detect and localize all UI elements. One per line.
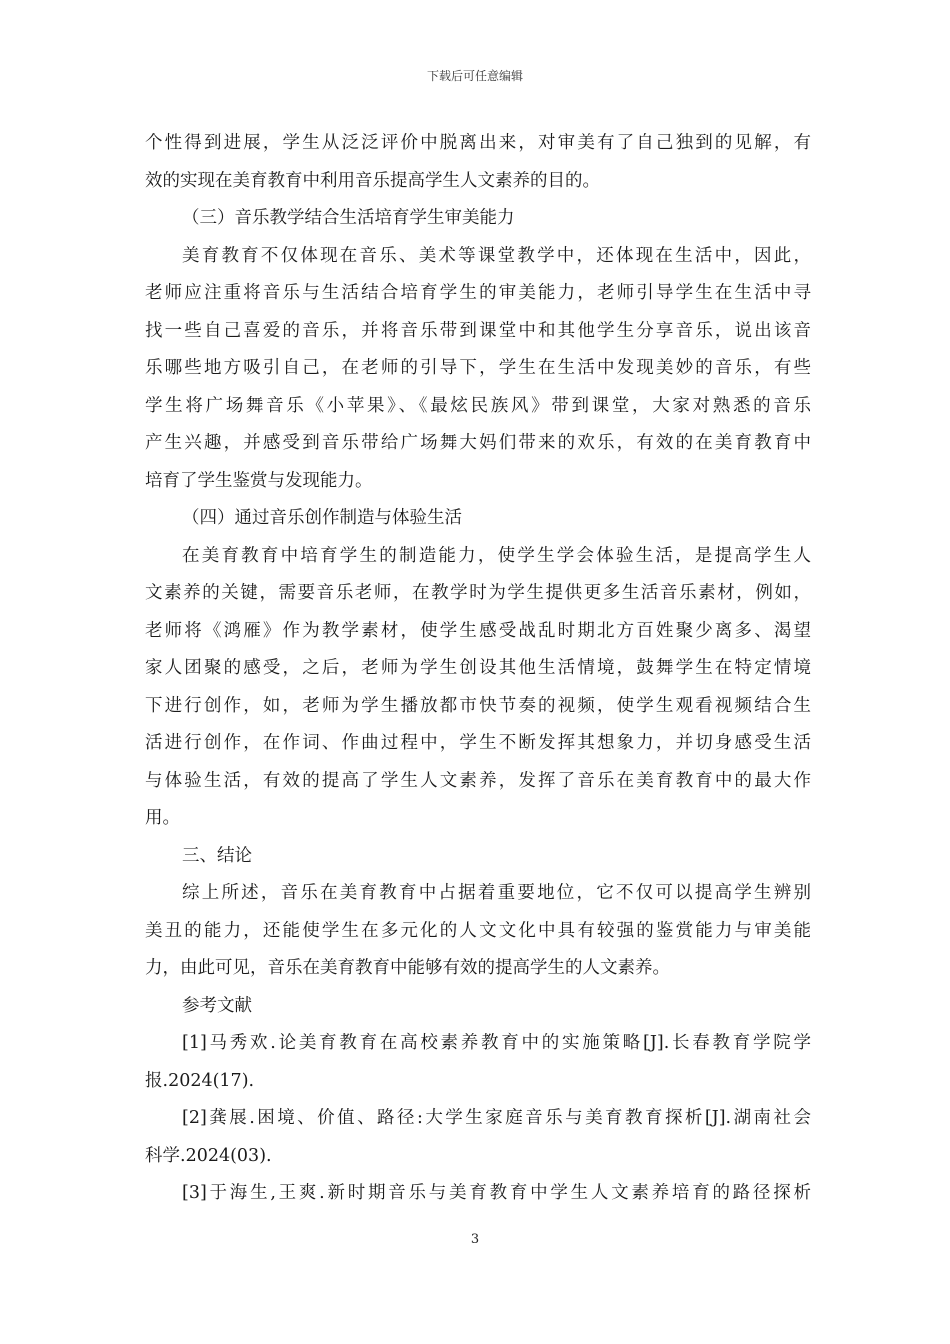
text-line: 综上所述，音乐在美育教育中占据着重要地位，它不仅可以提高学生辨别	[182, 883, 811, 903]
text-line: （四）通过音乐创作制造与体验生活	[182, 508, 462, 528]
text-line: 文素养的关键，需要音乐老师，在教学时为学生提供更多生活音乐素材，例如，	[145, 583, 811, 603]
text-line: 学生将广场舞音乐《小苹果》、《最炫民族风》带到课堂，大家对熟悉的音乐	[145, 395, 811, 416]
text-line: 科学.2024(03).	[145, 1145, 272, 1166]
page-header: 下载后可任意编辑	[426, 69, 523, 83]
text-line: （三）音乐教学结合生活培育学生审美能力	[182, 208, 515, 228]
text-line: 用。	[145, 808, 180, 828]
page-number: 3	[470, 1232, 480, 1247]
body-text	[145, 125, 811, 1213]
text-line: 三、结论	[182, 845, 252, 866]
text-line: 找一些自己喜爱的音乐，并将音乐带到课堂中和其他学生分享音乐，说出该音	[145, 320, 811, 341]
text-line: 乐哪些地方吸引自己，在老师的引导下，学生在生活中发现美妙的音乐，有些	[145, 358, 811, 378]
text-line: [1]马秀欢.论美育教育在高校素养教育中的实施策略[J].长春教育学院学	[182, 1033, 811, 1053]
text-line: 老师将《鸿雁》作为教学素材，使学生感受战乱时期北方百姓聚少离多、渴望	[145, 620, 811, 641]
text-line: 老师应注重将音乐与生活结合培育学生的审美能力，老师引导学生在生活中寻	[145, 283, 811, 303]
text-line: 美育教育不仅体现在音乐、美术等课堂教学中，还体现在生活中，因此，	[182, 245, 811, 266]
text-line: 个性得到进展，学生从泛泛评价中脱离出来，对审美有了自己独到的见解，有	[145, 133, 811, 153]
text-line: 家人团聚的感受，之后，老师为学生创设其他生活情境，鼓舞学生在特定情境	[145, 658, 811, 678]
text-line: 力，由此可见，音乐在美育教育中能够有效的提高学生的人文素养。	[145, 958, 670, 978]
text-line: 参考文献	[182, 995, 252, 1016]
text-line: [3]于海生,王爽.新时期音乐与美育教育中学生人文素养培育的路径探析	[182, 1183, 811, 1203]
text-line: 效的实现在美育教育中利用音乐提高学生人文素养的目的。	[145, 170, 600, 191]
text-line: 美丑的能力，还能使学生在多元化的人文文化中具有较强的鉴赏能力与审美能	[145, 920, 811, 941]
text-line: 产生兴趣，并感受到音乐带给广场舞大妈们带来的欢乐，有效的在美育教育中	[145, 433, 811, 453]
text-line: 培育了学生鉴赏与发现能力。	[145, 470, 373, 491]
text-line: [2]龚展.困境、价值、路径:大学生家庭音乐与美育教育探析[J].湖南社会	[182, 1108, 811, 1128]
text-line: 在美育教育中培育学生的制造能力，使学生学会体验生活，是提高学生人	[182, 545, 811, 566]
text-line: 活进行创作，在作词、作曲过程中，学生不断发挥其想象力，并切身感受生活	[145, 733, 811, 753]
text-line: 与体验生活，有效的提高了学生人文素养，发挥了音乐在美育教育中的最大作	[145, 770, 811, 791]
text-line: 下进行创作，如，老师为学生播放都市快节奏的视频，使学生观看视频结合生	[145, 695, 811, 716]
text-line: 报.2024(17).	[145, 1070, 255, 1091]
